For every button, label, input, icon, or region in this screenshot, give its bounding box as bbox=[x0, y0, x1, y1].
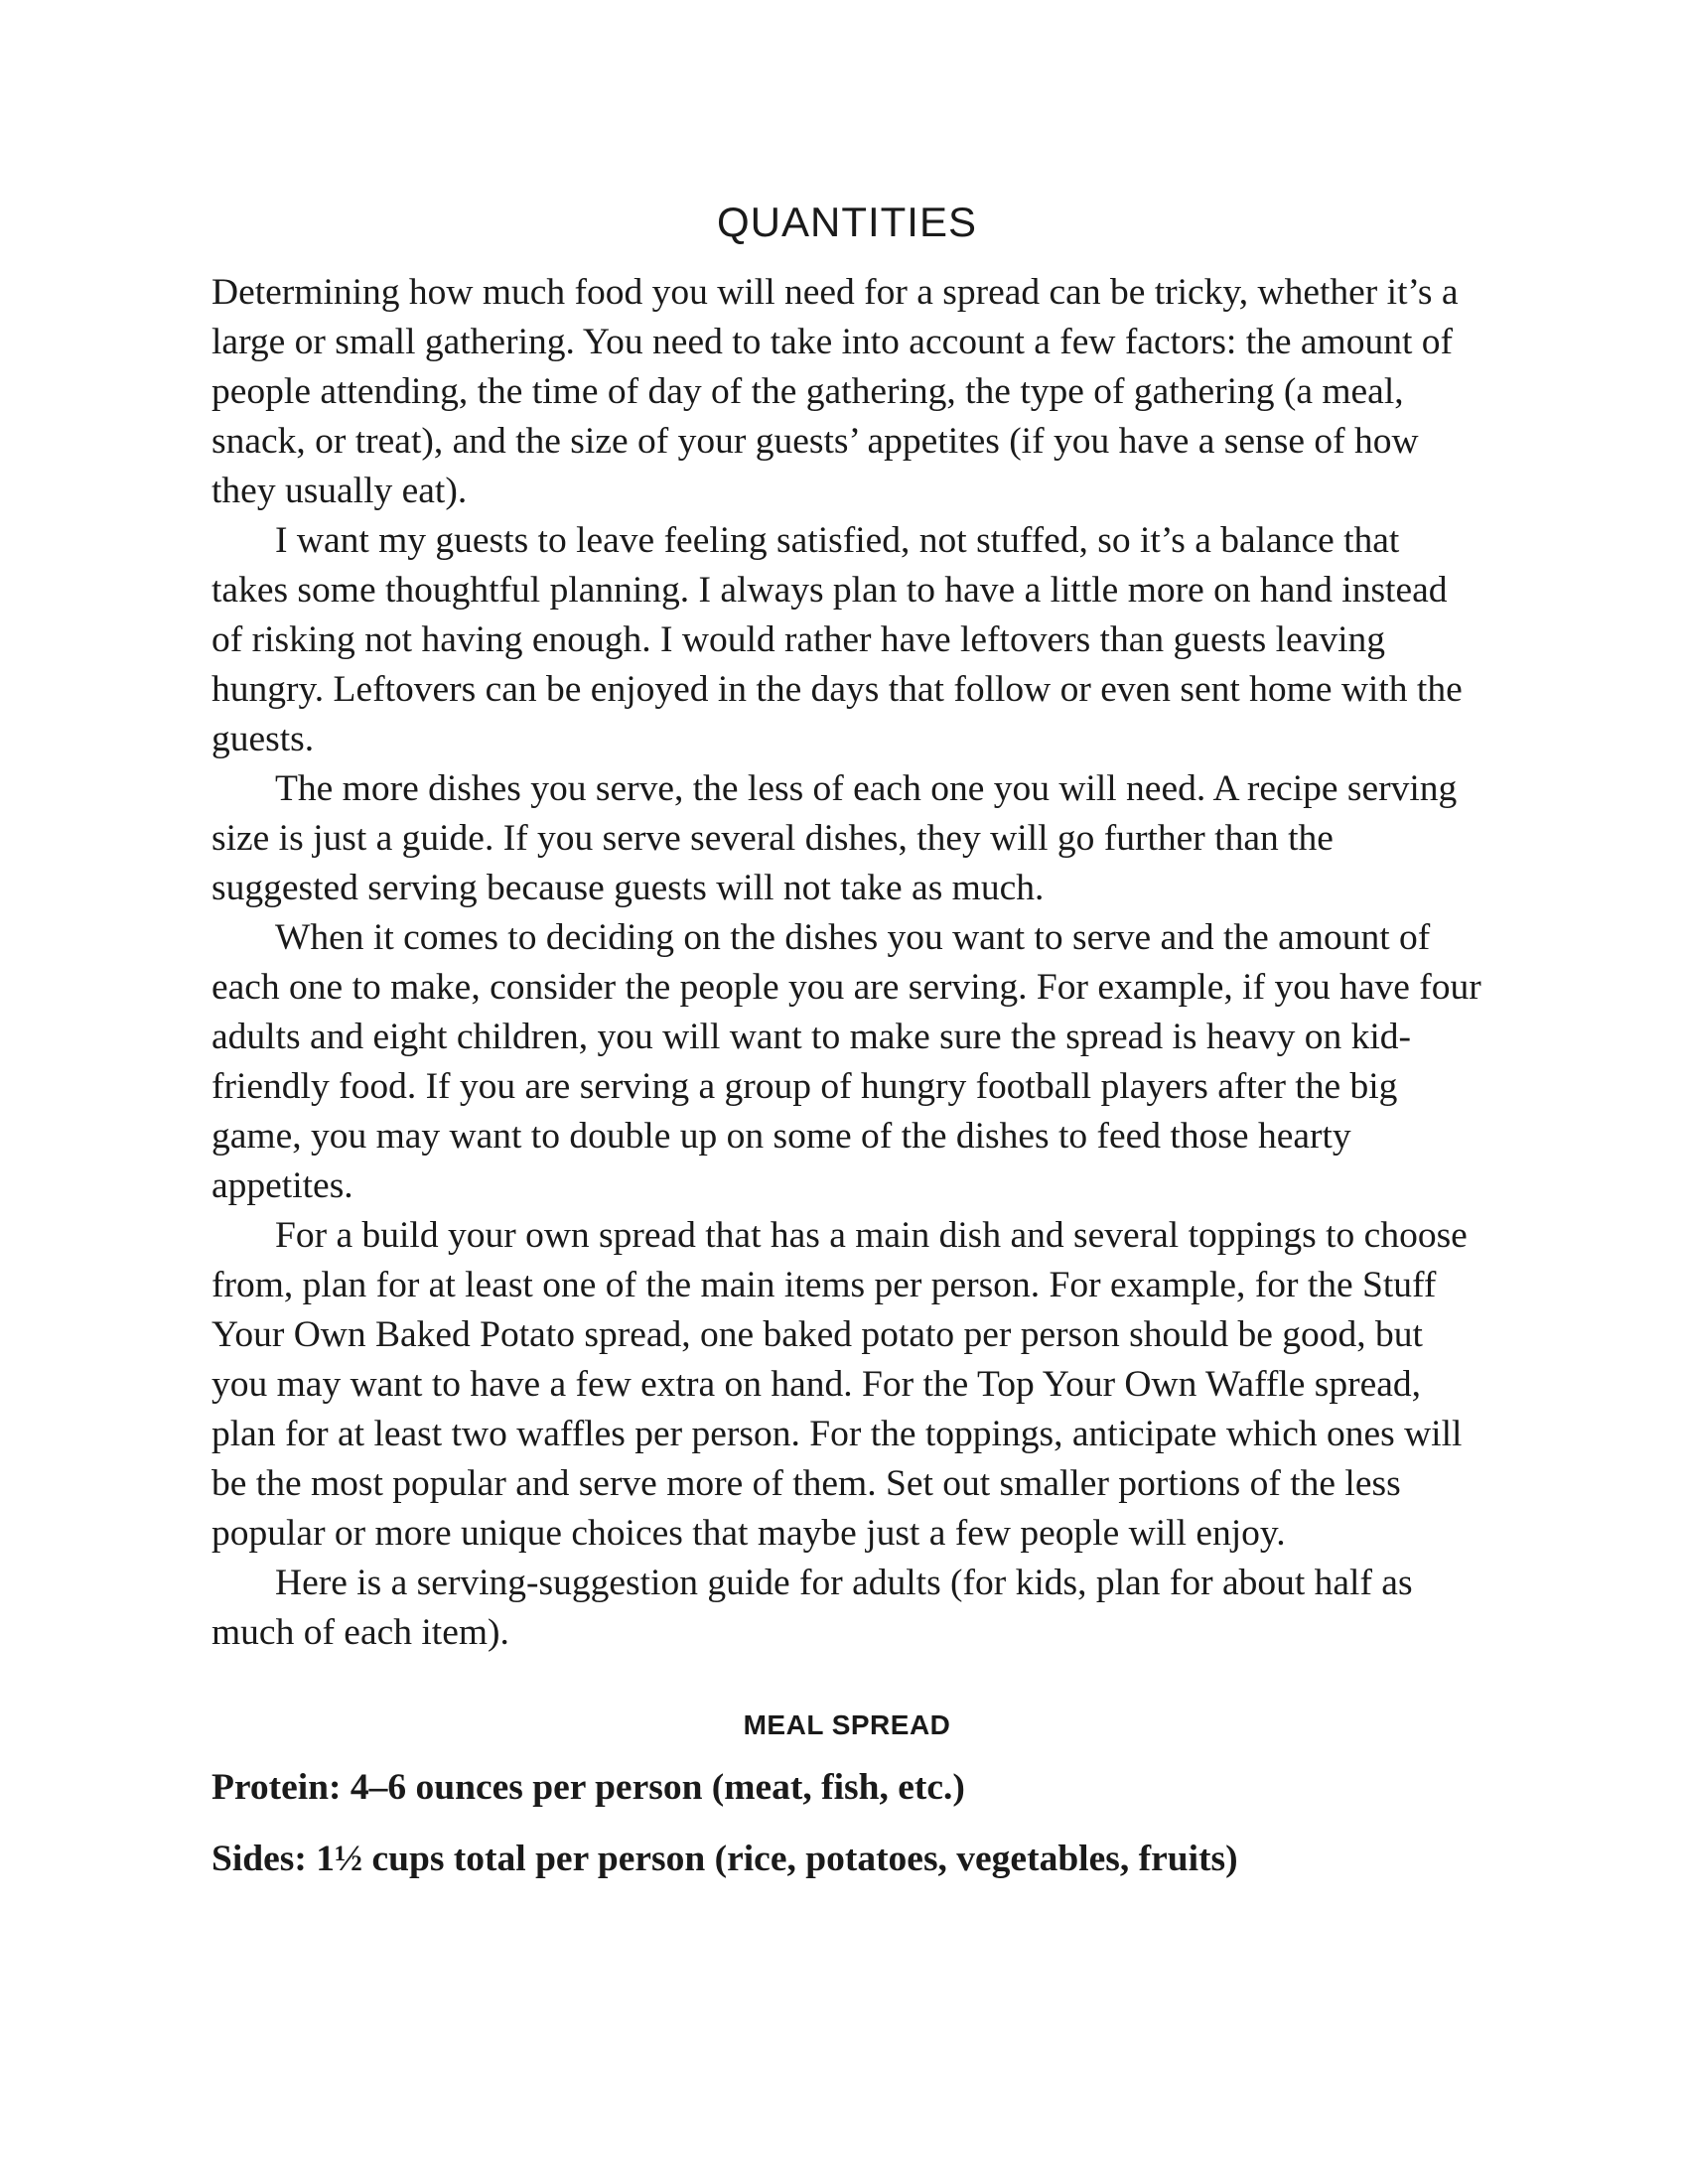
guide-line-protein: Protein: 4–6 ounces per person (meat, fish, etc.) bbox=[211, 1767, 965, 1808]
section-heading: MEAL SPREAD bbox=[743, 1709, 951, 1740]
paragraph: When it comes to deciding on the dishes you want to serve and the amount of each one to make, consider the people you are serving. For example, if you have four adults and eight children, you will want to make sure the spread is heavy on kid-friendly food. If you are serving a group of hungry football players after the big game, you may want to double up on some of the dishes to feed those hearty appetites. bbox=[211, 917, 1481, 1206]
paragraph: Here is a serving-suggestion guide for adults (for kids, plan for about half as much of each item). bbox=[211, 1563, 1413, 1653]
paragraph: I want my guests to leave feeling satisfied, not stuffed, so it’s a balance that takes some thoughtful planning. I always plan to have a little more on hand instead of risking not having enough. I would rather have leftovers than guests leaving hungry. Leftovers can be enjoyed in the days that follow or even sent home with the guests. bbox=[211, 520, 1463, 759]
paragraph: For a build your own spread that has a main dish and several toppings to choose from, plan for at least one of the main items per person. For example, for the Stuff Your Own Baked Potato spread, one baked potato per person should be good, but you may want to have a few extra on hand. For the Top Your Own Waffle spread, plan for at least two waffles per person. For the toppings, anticipate which ones will be the most popular and serve more of them. Set out smaller portions of the less popular or more unique choices that maybe just a few people will enjoy. bbox=[211, 1215, 1468, 1554]
paragraph: Determining how much food you will need for a spread can be tricky, whether it’s a large or small gathering. You need to take into account a few factors: the amount of people attending, the time of day of the gathering, the type of gathering (a meal, snack, or treat), and the size of your guests’ appetites (if you have a sense of how they usually eat). bbox=[211, 272, 1459, 511]
guide-line-sides: Sides: 1½ cups total per person (rice, potatoes, vegetables, fruits) bbox=[211, 1839, 1238, 1879]
paragraph: The more dishes you serve, the less of each one you will need. A recipe serving size is just a guide. If you serve several dishes, they will go further than the suggested serving because guests will not take as much. bbox=[211, 768, 1458, 908]
body-text bbox=[211, 268, 1482, 1658]
page-title: QUANTITIES bbox=[716, 199, 978, 245]
document-page bbox=[211, 195, 1482, 1908]
